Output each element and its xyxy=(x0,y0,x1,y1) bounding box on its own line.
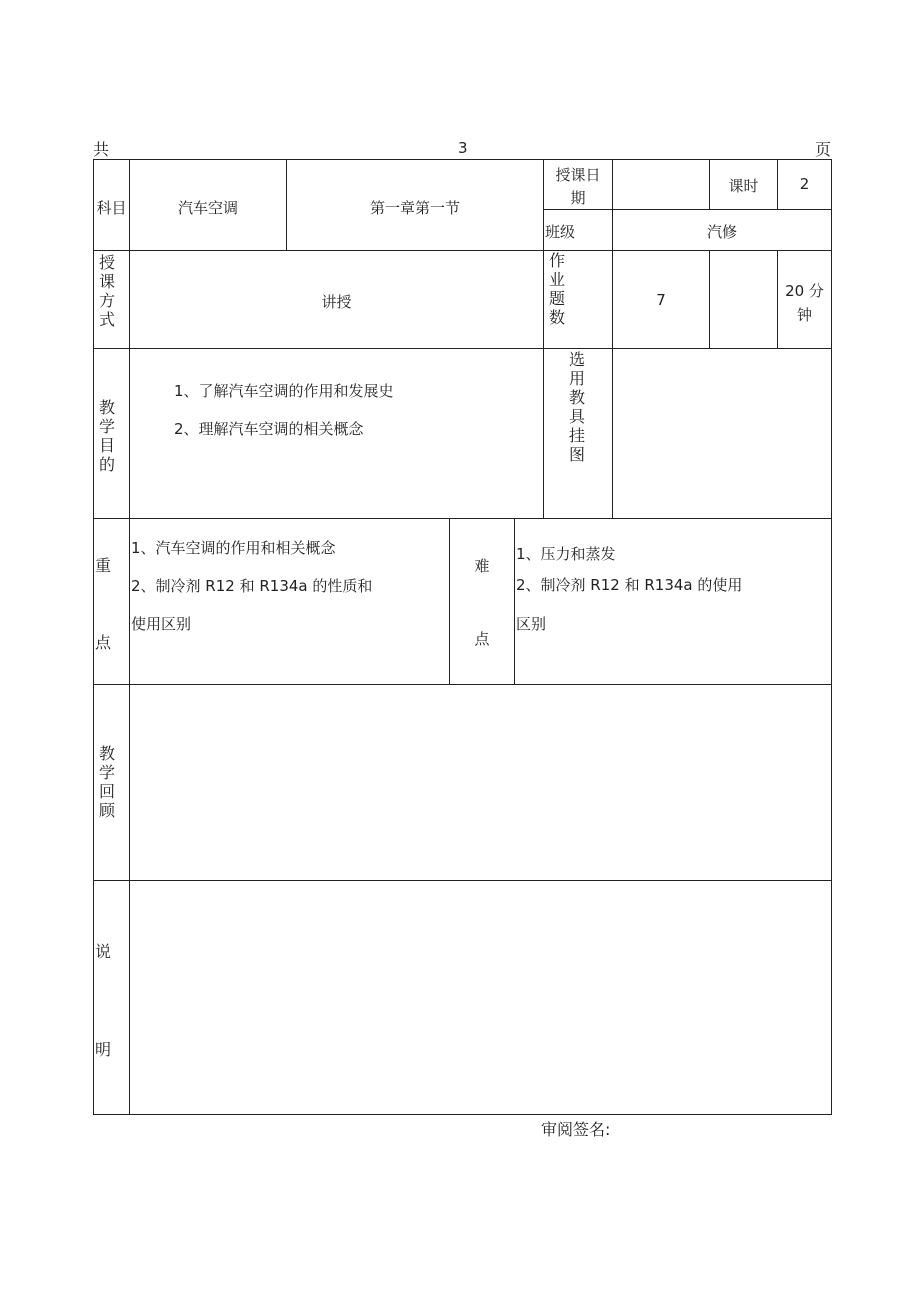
time-line2: 钟 xyxy=(796,306,812,324)
homework-label: 作业题数 xyxy=(548,251,565,327)
hours-label: 课时 xyxy=(728,177,759,195)
date-label-line1: 授课日 xyxy=(555,166,601,184)
difficulty-3: 区别 xyxy=(516,615,547,633)
class-value: 汽修 xyxy=(706,223,737,241)
time-line1: 20 分 xyxy=(785,282,824,300)
subject-value: 汽车空调 xyxy=(177,199,238,217)
tools-label: 选用教具挂图 xyxy=(568,350,585,464)
key-point-2: 2、制冷剂 R12 和 R134a 的性质和 xyxy=(131,577,373,595)
key-label-bottom: 点 xyxy=(95,633,112,652)
review-label: 教学回顾 xyxy=(98,744,115,820)
hours-value: 2 xyxy=(799,175,810,193)
header-gong: 共 xyxy=(93,140,110,159)
subject-label: 科目 xyxy=(96,199,127,217)
goal-item-1: 1、了解汽车空调的作用和发展史 xyxy=(174,382,394,400)
date-label-line2: 期 xyxy=(570,189,586,207)
signature-label: 审阅签名: xyxy=(541,1120,611,1139)
notes-label-bottom: 明 xyxy=(95,1040,112,1059)
difficulty-label-top: 难 xyxy=(474,557,490,575)
class-label: 班级 xyxy=(545,223,576,241)
method-value: 讲授 xyxy=(321,293,352,311)
method-label: 授课方式 xyxy=(98,253,115,329)
goal-label: 教学目的 xyxy=(98,398,115,474)
difficulty-1: 1、压力和蒸发 xyxy=(516,545,616,563)
key-point-3: 使用区别 xyxy=(131,615,192,633)
header-page-count: 3 xyxy=(458,139,468,157)
homework-count: 7 xyxy=(656,291,666,309)
goal-item-2: 2、理解汽车空调的相关概念 xyxy=(174,420,364,438)
difficulty-2: 2、制冷剂 R12 和 R134a 的使用 xyxy=(516,576,743,594)
key-point-1: 1、汽车空调的作用和相关概念 xyxy=(131,539,336,557)
key-label-top: 重 xyxy=(95,556,112,575)
notes-label-top: 说 xyxy=(95,942,112,961)
chapter-value: 第一章第一节 xyxy=(369,199,460,217)
difficulty-label-bottom: 点 xyxy=(474,630,490,648)
header-ye: 页 xyxy=(815,140,832,159)
